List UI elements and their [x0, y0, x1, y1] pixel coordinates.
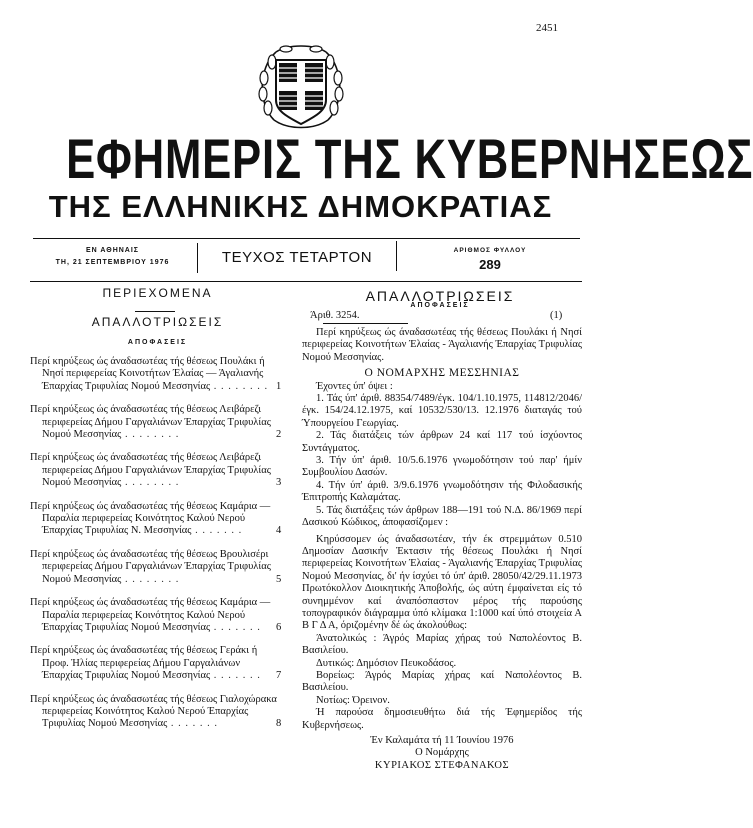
signer-name: ΚΥΡΙΑΚΟΣ ΣΤΕΦΑΝΑΚΟΣ	[374, 759, 510, 771]
contents-item[interactable]: Περί κηρύξεως ώς άναδασωτέας τής θέσεως Καμάρια — Παραλία περιφερείας Κοινότητος Καλού Νερού Έπαρχίας Τριφυλίας Νομού Μεσσηνίας . . . . . . . 6	[30, 597, 282, 633]
decision-paragraph: Ή παρούσα δημοσιευθήτω διά τής Έφημερίδος τής Κυβερνήσεως.	[302, 707, 582, 731]
contents-item[interactable]: Περί κηρύξεως ώς άναδασωτέας τής θέσεως Πουλάκι ή Νησί περιφερείας Κοινοτήτων Έλαίας — Άγαλιανής Έπαρχίας Τριφυλίας Νομού Μεσσηνίας . . . . . . . . 1	[30, 356, 282, 392]
decision-paragraph: 4. Τήν ύπ' άριθ. 3/9.6.1976 γνωμοδότησιν τής Φιλοδασικής Έπιτροπής Καλαμάτας.	[302, 479, 582, 504]
decision-having: Έχοντες ύπ' όψει :	[316, 380, 393, 392]
header-rule-top	[33, 238, 580, 239]
decision-authority: Ο ΝΟΜΑΡΧΗΣ ΜΕΣΣΗΝΙΑΣ	[364, 367, 520, 380]
contents-list	[30, 356, 288, 742]
decision-paragraph: 2. Τάς διατάξεις τών άρθρων 24 καί 117 τού ίσχύοντος Συντάγματος.	[302, 430, 582, 454]
decision-paragraph: Κηρύσσομεν ώς άναδασωτέαν, τήν έκ στρεμμάτων 0.510 Δημοσίαν Δασικήν Έκτασιν τής θέσεως Πουλάκι ή Νησί περιφερείας Κοινοτήτων Έλαίας - Άγαλιανής Έπαρχίας Τριφυλίας Νομού Μεσσηνίας, δι' ήν ίσχύει τό ύπ' άριθ. 28050/42/29.11.1973 Πρωτόκολλον Διοικητικής Άποβολής, ώς αύτη έμφαίνεται είς τό συνημμένον καί άναπόσπαστον μέρος τής παρούσης τοπογραφικόν διάγραμμα ύπό κλίμακα 1:1000 καί ύπό στοιχεία Α Β Γ Δ Α, όριζομένην δέ ώς άκολούθως:	[302, 533, 582, 632]
decision-number: (1)	[550, 310, 563, 321]
decision-place-date: Έν Καλαμάτα τή 11 Ίουνίου 1976	[370, 735, 514, 746]
sheet-label: ΑΡΙΘΜΟΣ ΦΥΛΛΟΥ	[453, 247, 527, 254]
decision-paragraph: Δυτικώς: Δημόσιον Πευκοδάσος.	[316, 657, 457, 669]
contents-item[interactable]: Περί κηρύξεως ώς άναδασωτέας τής θέσεως Γιαλοχώρακα περιφερείας Κοινότητος Καλού Νερού Έπαρχίας Τριφυλίας Νομού Μεσσηνίας . . . . . . . 8	[30, 693, 282, 730]
issue-sheet	[400, 245, 580, 273]
page-number: 2451	[536, 22, 558, 34]
decision-ref: Άριθ. 3254.	[310, 310, 360, 321]
issue-place: ΕΝ ΑΘΗΝΑΙΣ	[85, 247, 140, 254]
decision-subsection: ΑΠΟΦΑΣΕΙΣ	[410, 302, 470, 309]
issue-series: ΤΕΥΧΟΣ ΤΕΤΑΡΤΟΝ	[221, 249, 373, 266]
contents-item[interactable]: Περί κηρύξεως ώς άναδασωτέας τής θέσεως Λειβάρεζι περιφερείας Δήμου Γαργαλιάνων Έπαρχίας Τριφυλίας Νομού Μεσσηνίας . . . . . . . . 2	[30, 404, 282, 441]
decision-paragraph: Νοτίως: Όρεινον.	[316, 694, 390, 706]
contents-section: ΑΠΑΛΛΟΤΡΙΩΣΕΙΣ	[91, 315, 224, 329]
decision-body	[302, 327, 582, 772]
decision-paragraph: 1. Τάς ύπ' άριθ. 88354/7489/έγκ. 104/1.10.1975, 114812/2046/έγκ. 154/24.12.1975, καί 10532/530/13. 12.1976 διαταγάς τού Ύπουργείου Γεωργίας.	[302, 393, 582, 429]
contents-heading: ΠΕΡΙΕΧΟΜΕΝΑ	[102, 286, 213, 300]
greek-coat-of-arms-emblem	[254, 38, 348, 132]
contents-item[interactable]: Περί κηρύξεως ώς άναδασωτέας τής θέσεως Γεράκι ή Προφ. Ήλίας περιφερείας Δήμου Γαργαλιάνων Έπαρχίας Τριφυλίας Νομού Μεσσηνίας . . . . . . . 7	[30, 645, 282, 682]
header-rule-bottom	[30, 281, 582, 282]
contents-subsection: ΑΠΟΦΑΣΕΙΣ	[127, 339, 188, 346]
gazette-subtitle: ΤΗΣ ΕΛΛΗΝΙΚΗΣ ΔΗΜΟΚΡΑΤΙΑΣ	[48, 189, 553, 224]
contents-item[interactable]: Περί κηρύξεως ώς άναδασωτέας τής θέσεως Λειβάρεζι περιφερείας Δήμου Γαργαλιάνων Έπαρχίας Τριφυλίας Νομού Μεσσηνίας . . . . . . . . 3	[30, 452, 282, 489]
decision-paragraph: 3. Τήν ύπ' άριθ. 10/5.6.1976 γνωμοδότησιν τού παρ' ήμίν Συμβουλίου Δασών.	[302, 455, 582, 479]
decision-paragraph: Άνατολικώς : Άγρός Μαρίας χήρας τού Ναπολέοντος Β. Βασιλείου.	[302, 632, 582, 657]
decision-subject: Περί κηρύξεως ώς άναδασωτέας τής θέσεως Πουλάκι ή Νησί περιφερείας Κοινοτήτων Έλαίας - Άγαλιανής Έπαρχίας Τριφυλίας Νομού Μεσσηνίας.	[302, 327, 582, 363]
contents-item[interactable]: Περί κηρύξεως ώς άναδασωτέας τής θέσεως Καμάρια — Παραλία περιφερείας Κοινότητος Καλού Νερού Έπαρχίας Τριφυλίας Ν. Μεσσηνίας . . . . . . . 4	[30, 500, 282, 537]
gazette-title: ΕΦΗΜΕΡΙΣ ΤΗΣ ΚΥΒΕΡΝΗΣΕΩΣ	[66, 127, 753, 190]
issue-date: ΤΗ, 21 ΣΕΠΤΕΜΒΡΙΟΥ 1976	[55, 259, 170, 266]
ref-underline	[323, 323, 408, 324]
decision-section: ΑΠΑΛΛΟΤΡΙΩΣΕΙΣ	[365, 288, 515, 304]
signer-title: Ο Νομάρχης	[415, 747, 469, 759]
heading-underline	[135, 311, 175, 312]
contents-item[interactable]: Περί κηρύξεως ώς άναδασωτέας τής θέσεως Βρουλισέρι περιφερείας Δήμου Γαργαλιάνων Έπαρχίας Τριφυλίας Νομού Μεσσηνίας . . . . . . . . 5	[30, 548, 282, 585]
issue-place-date	[30, 245, 195, 269]
header-divider	[396, 241, 397, 271]
decision-paragraph: 5. Τάς διατάξεις τών άρθρων 188—191 τού Ν.Δ. 86/1969 περί Δασικού Κώδικος, άποφασίζομεν :	[302, 504, 582, 529]
decision-paragraph: Βορείως: Άγρός Μαρίας χήρας καί Ναπολέοντος Β. Βασιλείου.	[302, 669, 582, 694]
sheet-number: 289	[479, 257, 501, 272]
